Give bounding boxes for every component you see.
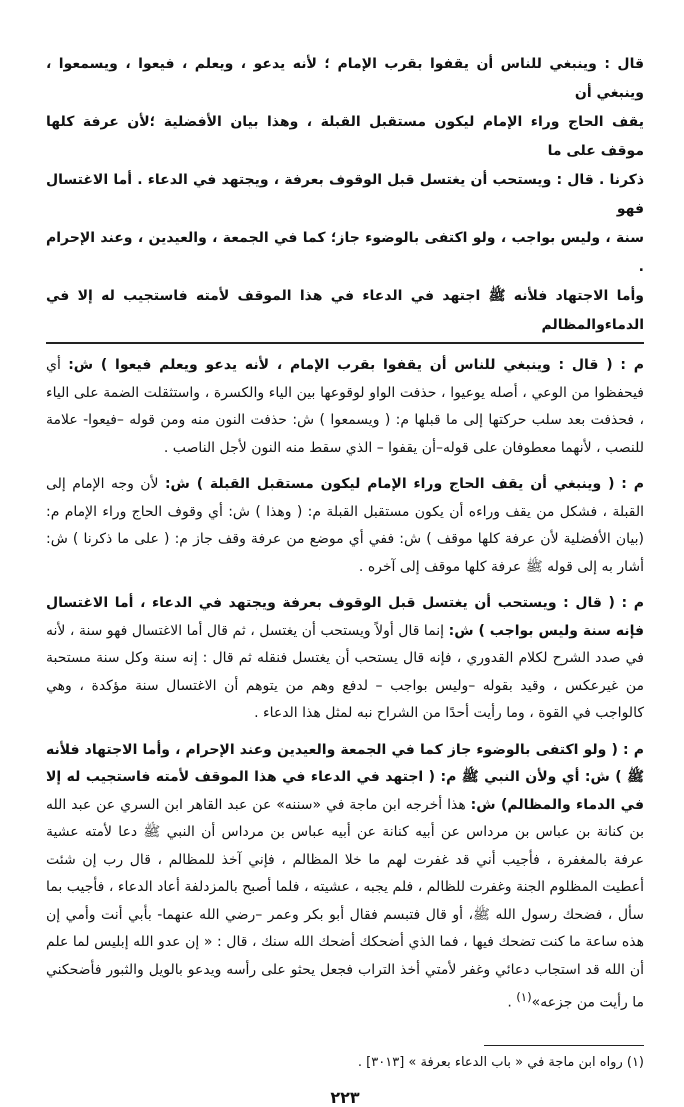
commentary-text: أي فيحفظوا من الوعي ، أصله يوعيوا ، حذفت الواو لوقوعها بين الياء والكسرة ، واستثقلت الضمة على الياء ، فحذفت بعد سلب حركتها إلى ما قبلها م: ( ويسمعوا ) ش: حذفت النون منه ومن قوله –فيعوا- علامة للنصب ، لأنهما معطوفان على قوله–أن يقفوا – الذي سقط منه النون لأجل الناصب .	[46, 357, 644, 456]
commentary-paragraph	[46, 737, 644, 1018]
main-text-line: سنة ، وليس بواجب ، ولو اكتفى بالوضوء جاز؛ كما في الجمعة ، والعيدين ، وعند الإحرام .	[46, 230, 644, 275]
book-page	[46, 50, 644, 1107]
commentary-block	[46, 352, 644, 1017]
commentary-quote: م : ( ولو اكتفى بالوضوء جاز كما في الجمعة والعيدين وعند الإحرام ، وأما الاجتهاد فلأنه ﷺ ) ش: أي ولأن النبي ﷺ م: ( اجتهد في الدعاء في هذا الموقف لأمته فاستجيب له إلا في الدماء والمظالم) ش:	[46, 741, 644, 813]
footnote-reference[interactable]: (١)	[516, 990, 532, 1004]
commentary-tail: .	[507, 994, 517, 1011]
commentary-paragraph	[46, 471, 644, 581]
main-text-line: يقف الحاج وراء الإمام ليكون مستقبل القبلة ، وهذا بيان الأفضلية ؛لأن عرفة كلها موقف على ما	[46, 114, 644, 159]
commentary-paragraph	[46, 352, 644, 462]
commentary-paragraph	[46, 590, 644, 728]
main-text-line: قال : وينبغي للناس أن يقفوا بقرب الإمام ؛ لأنه يدعو ، ويعلم ، فيعوا ، ويسمعوا ، وينبغي أن	[46, 56, 644, 101]
commentary-quote: م : ( وينبغي أن يقف الحاج وراء الإمام ليكون مستقبل القبلة ) ش:	[164, 476, 644, 492]
main-text-block	[46, 50, 644, 340]
commentary-quote: م : ( قال : ويستحب أن يغتسل قبل الوقوف بعرفة ويجتهد في الدعاء ، أما الاغتسال فإنه سنة وليس بواجب ) ش:	[46, 595, 644, 639]
footnote-divider	[484, 1045, 644, 1046]
commentary-text: لأن وجه الإمام إلى القبلة ، فشكل من يقف وراءه أن يكون مستقبل القبلة م: ( وهذا ) ش: أي وقوف الحاج وراء الإمام م: (بيان الأفضلية لأن عرفة كلها موقف ) ش: ففي أي موضع من عرفة وقف جاز م: ( على ما ذكرنا ) ش: أشار به إلى قوله ﷺ عرفة كلها موقف إلى آخره .	[46, 476, 644, 575]
page-number: ٢٢٣	[330, 1088, 360, 1107]
main-text-line: ذكرنا . قال : ويستحب أن يغتسل قبل الوقوف بعرفة ، ويجتهد في الدعاء . أما الاغتسال فهو	[46, 172, 644, 217]
section-divider	[46, 342, 644, 344]
commentary-text: إنما قال أولاً ويستحب أن يغتسل ، ثم قال أما الاغتسال فهو سنة ، لأنه في صدد الشرح لكلام القدوري ، فإنه قال يستحب أن يغتسل فنقله ثم قال : إنه سنة وكل سنة مستحبة من غيرعكس ، وقيد بقوله –وليس بواجب – لدفع وهم من يتوهم أن الاغتسال سنة مؤكدة ، وهي كالواجب في القوة ، وما رأيت أحدًا من الشراح نبه لمثل هذا الدعاء .	[46, 622, 644, 721]
commentary-quote: م : ( قال : وينبغي للناس أن يقفوا بقرب الإمام ، لأنه يدعو ويعلم فيعوا ) ش:	[68, 357, 644, 373]
main-text-line: وأما الاجتهاد فلأنه ﷺ اجتهد في الدعاء في هذا الموقف لأمته فاستجيب له إلا في الدماءوالمظالم	[46, 288, 644, 333]
commentary-text: هذا أخرجه ابن ماجة في «سننه» عن عبد القاهر ابن السري عن عبد الله بن كنانة بن عباس بن مرداس عن أبيه كنانة عن أبيه عباس بن مرداس أن النبي ﷺ دعا لأمته عشية عرفة بالمغفرة ، فأجيب أني قد غفرت لهم ما خلا المظالم ، فإني آخذ للمظالم ، قال رب إن شئت أعطيت المظلوم الجنة وغفرت للظالم ، فلم يجبه ، عشيته ، فلما أصبح بالمزدلفة أعاد الدعاء ، فأجيب بما سأل ، فضحك رسول الله ﷺ، أو قال فتبسم فقال أبو بكر وعمر –رضي الله عنهما- بأبي أنت وأمي إن هذه ساعة ما كنت تضحك فيها ، فما الذي أضحكك أضحك الله سنك ، قال : « إن عدو الله إبليس لما علم أن الله قد استجاب دعائي وغفر لأمتي أخذ التراب فجعل يحثو على رأسه ويدعو بالويل والثبور فأضحكني ما رأيت من جزعه»	[46, 796, 644, 1011]
footnote: (١) رواه ابن ماجة في « باب الدعاء بعرفة » [٣٠١٣] .	[357, 1055, 644, 1070]
